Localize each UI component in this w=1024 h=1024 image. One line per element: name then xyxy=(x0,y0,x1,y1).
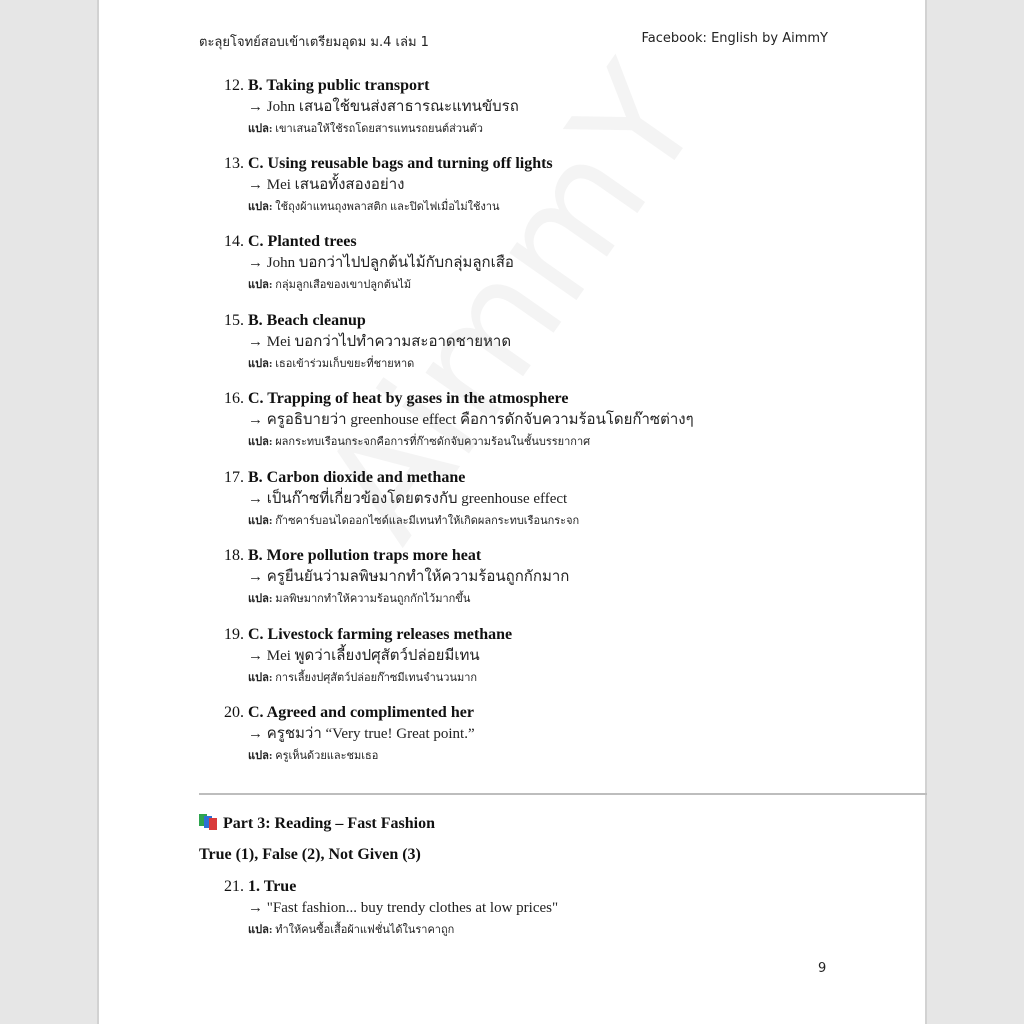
item-number: 12. xyxy=(224,77,244,94)
item-translation: ก๊าซคาร์บอนไดออกไซด์และมีเทนทำให้เกิดผลกระทบเรือนกระจก xyxy=(275,515,580,527)
header-facebook: Facebook: English by AimmY xyxy=(641,31,828,46)
answer-legend: True (1), False (2), Not Given (3) xyxy=(199,846,421,863)
item-explanation: → ครูอธิบายว่า greenhouse effect คือการดักจับความร้อนโดยก๊าซต่างๆ xyxy=(248,412,694,428)
item-explanation: → ครูยืนยันว่ามลพิษมากทำให้ความร้อนถูกกักมาก xyxy=(248,569,570,585)
translation-label: แปล: xyxy=(248,672,273,684)
answer-item-14 xyxy=(224,232,844,296)
answer-item-17 xyxy=(224,468,844,532)
translation-label: แปล: xyxy=(248,279,273,291)
books-icon xyxy=(199,814,217,830)
item-answer: C. Agreed and complimented her xyxy=(248,704,474,721)
translation-label: แปล: xyxy=(248,515,273,527)
item-translation: ผลกระทบเรือนกระจกคือการที่ก๊าซดักจับความร้อนในชั้นบรรยากาศ xyxy=(275,436,591,448)
item-answer: B. Taking public transport xyxy=(248,77,430,94)
item-number: 21. xyxy=(224,878,244,895)
item-explanation: → Mei เสนอทั้งสองอย่าง xyxy=(248,177,405,193)
item-explanation: → "Fast fashion... buy trendy clothes at low prices" xyxy=(248,900,559,916)
item-translation: ครูเห็นด้วยและชมเธอ xyxy=(275,750,379,762)
part3-title: Part 3: Reading – Fast Fashion xyxy=(223,815,435,832)
item-number: 17. xyxy=(224,469,244,486)
item-explanation: → เป็นก๊าซที่เกี่ยวข้องโดยตรงกับ greenhouse effect xyxy=(248,491,568,507)
translation-label: แปล: xyxy=(248,123,273,135)
section-divider xyxy=(199,793,927,795)
translation-label: แปล: xyxy=(248,436,273,448)
item-number: 19. xyxy=(224,626,244,643)
item-answer: 1. True xyxy=(248,878,297,895)
translation-label: แปล: xyxy=(248,924,273,936)
translation-label: แปล: xyxy=(248,750,273,762)
item-number: 18. xyxy=(224,547,244,564)
item-translation: เขาเสนอให้ใช้รถโดยสารแทนรถยนต์ส่วนตัว xyxy=(275,123,483,135)
item-explanation: → ครูชมว่า “Very true! Great point.” xyxy=(248,726,475,742)
answer-item-20 xyxy=(224,703,844,767)
answer-item-15 xyxy=(224,311,844,375)
item-answer: C. Livestock farming releases methane xyxy=(248,626,513,643)
item-explanation: → Mei พูดว่าเลี้ยงปศุสัตว์ปล่อยมีเทน xyxy=(248,648,480,664)
item-number: 14. xyxy=(224,233,244,250)
answer-item-16 xyxy=(224,389,844,453)
item-answer: C. Using reusable bags and turning off lights xyxy=(248,155,553,172)
item-explanation: → John บอกว่าไปปลูกต้นไม้กับกลุ่มลูกเสือ xyxy=(248,255,514,271)
part3-heading xyxy=(199,814,435,833)
document-page xyxy=(97,0,927,1024)
answer-item-19 xyxy=(224,625,844,689)
item-answer: B. Carbon dioxide and methane xyxy=(248,469,466,486)
item-answer: C. Planted trees xyxy=(248,233,357,250)
item-translation: กลุ่มลูกเสือของเขาปลูกต้นไม้ xyxy=(275,279,412,291)
answer-item-12 xyxy=(224,76,844,140)
item-explanation: → John เสนอใช้ขนส่งสาธารณะแทนขับรถ xyxy=(248,99,519,115)
item-number: 13. xyxy=(224,155,244,172)
answer-item-18 xyxy=(224,546,844,610)
item-number: 20. xyxy=(224,704,244,721)
item-translation: การเลี้ยงปศุสัตว์ปล่อยก๊าซมีเทนจำนวนมาก xyxy=(275,672,478,684)
item-answer: C. Trapping of heat by gases in the atmosphere xyxy=(248,390,569,407)
item-answer: B. More pollution traps more heat xyxy=(248,547,482,564)
translation-label: แปล: xyxy=(248,593,273,605)
item-answer: B. Beach cleanup xyxy=(248,312,366,329)
item-translation: ใช้ถุงผ้าแทนถุงพลาสติก และปิดไฟเมื่อไม่ใช้งาน xyxy=(275,201,500,213)
item-translation: มลพิษมากทำให้ความร้อนถูกกักไว้มากขึ้น xyxy=(275,593,471,605)
item-number: 16. xyxy=(224,390,244,407)
item-number: 15. xyxy=(224,312,244,329)
page-number: 9 xyxy=(818,961,827,976)
translation-label: แปล: xyxy=(248,358,273,370)
item-translation: ทำให้คนซื้อเสื้อผ้าแฟชั่นได้ในราคาถูก xyxy=(275,924,455,936)
item-explanation: → Mei บอกว่าไปทำความสะอาดชายหาด xyxy=(248,334,512,350)
header-book-title: ตะลุยโจทย์สอบเข้าเตรียมอุดม ม.4 เล่ม 1 xyxy=(199,35,429,50)
answer-item-21 xyxy=(224,877,844,941)
item-translation: เธอเข้าร่วมเก็บขยะที่ชายหาด xyxy=(275,358,415,370)
translation-label: แปล: xyxy=(248,201,273,213)
answer-item-13 xyxy=(224,154,844,218)
